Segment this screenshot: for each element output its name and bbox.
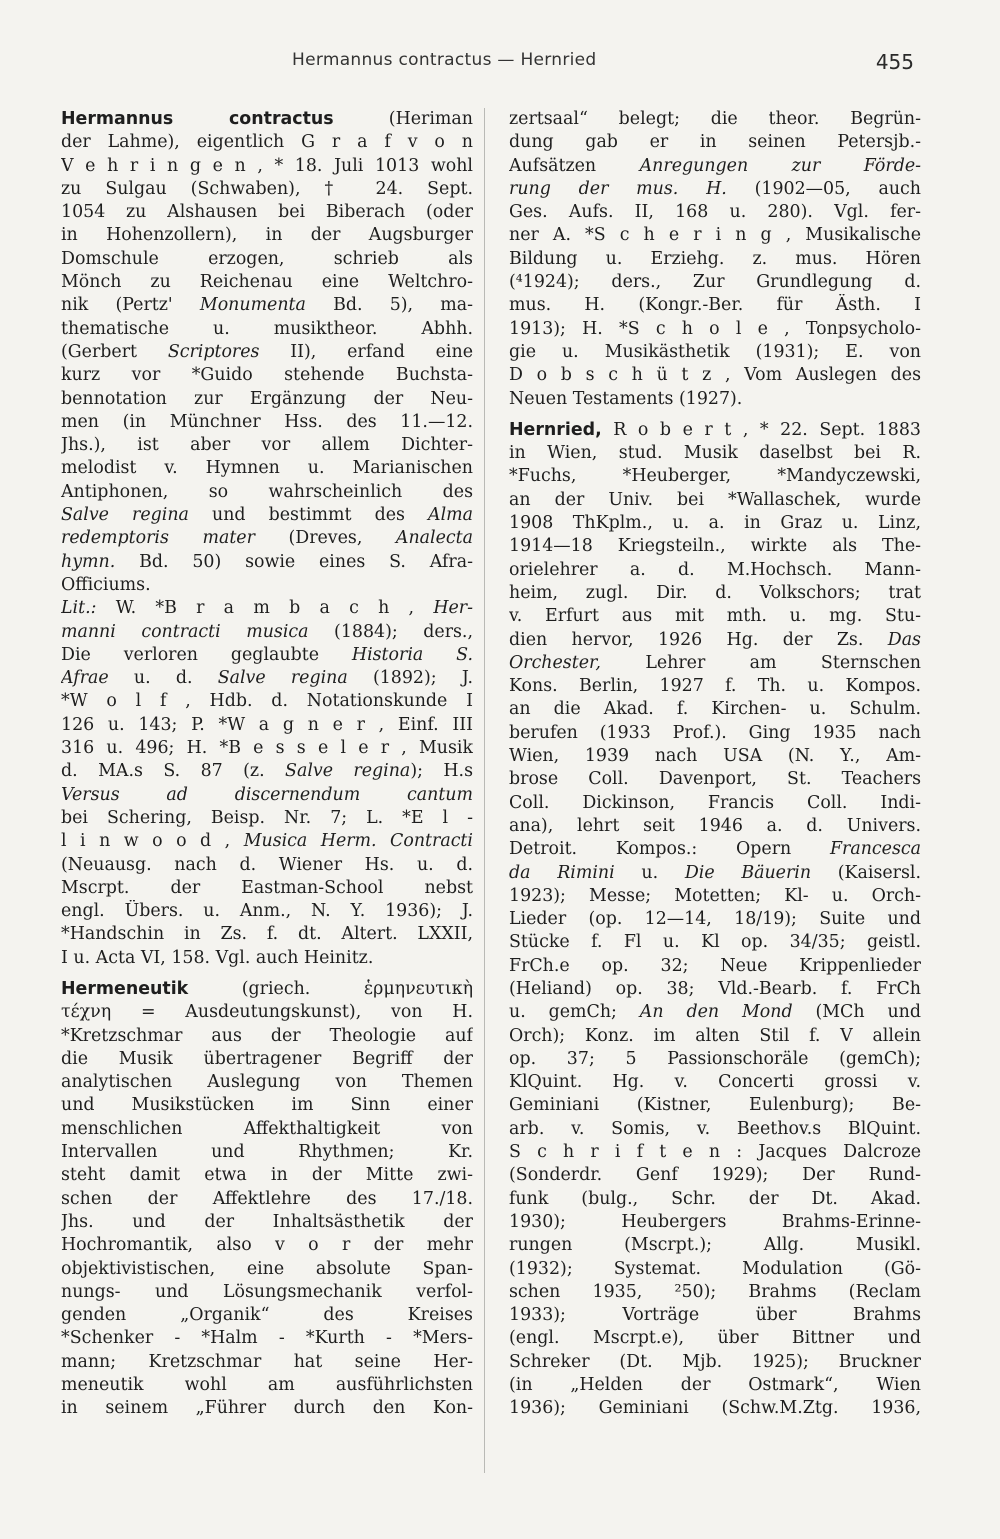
- line-text: 126 u. 143; P. *W a g n e r , Einf. III: [61, 714, 473, 735]
- line-text: *Handschin in Zs. f. dt. Altert. LXXII,: [61, 924, 473, 945]
- right-text-line: [509, 465, 921, 488]
- line-text: 1936); Geminiani (Schw.M.Ztg. 1936,: [509, 1398, 921, 1419]
- left-column: [61, 108, 473, 1421]
- line-text: Bd. 5), ma-: [305, 295, 473, 316]
- left-text-line: [61, 434, 473, 457]
- left-text-line: [61, 1234, 473, 1257]
- line-text: Stücke f. Fl u. Kl op. 34/35; geistl.: [509, 932, 921, 953]
- left-text-line: [61, 527, 473, 550]
- line-text: bei Schering, Beisp. Nr. 7; L. *E l -: [61, 807, 473, 828]
- left-text-line: [61, 411, 473, 434]
- line-text: (engl. Mscrpt.e), über Bittner und: [509, 1328, 921, 1349]
- line-text: (Sonderdr. Genf 1929); Der Rund-: [509, 1165, 921, 1186]
- right-text-line: [509, 1374, 921, 1397]
- right-text-line: [509, 364, 921, 387]
- line-text: v. Erfurt aus mit mth. u. mg. Stu-: [509, 606, 921, 627]
- line-text: gie u. Musikästhetik (1931); E. von: [509, 341, 921, 362]
- left-text-line: [61, 504, 473, 527]
- line-text: objektivistischen, eine absolute Span-: [61, 1258, 473, 1279]
- right-text-line: [509, 582, 921, 605]
- left-text-line: [61, 1281, 473, 1304]
- line-text: Jhs. und der Inhaltsästhetik der: [61, 1211, 473, 1232]
- page-number: 455: [875, 50, 914, 74]
- line-text: in Hohenzollern), in der Augsburger: [61, 225, 473, 246]
- line-text: ana), lehrt seit 1946 a. d. Univers.: [509, 815, 921, 836]
- left-text-line: [61, 597, 473, 620]
- right-text-line: [509, 1141, 921, 1164]
- right-text-line: [509, 1188, 921, 1211]
- right-text-line: [509, 629, 921, 652]
- italic-title: Das: [887, 629, 921, 650]
- right-text-line: [509, 885, 921, 908]
- line-text: arb. v. Somis, v. Beethov.s BlQuint.: [509, 1118, 921, 1139]
- italic-title: Scriptores: [167, 341, 260, 362]
- left-text-line: [61, 1118, 473, 1141]
- line-text: heim, zugl. Dir. d. Volkschors; trat: [509, 582, 921, 603]
- line-text: *Schenker - *Halm - *Kurth - *Mers-: [61, 1328, 473, 1349]
- line-text: orielehrer a. d. M.Hochsch. Mann-: [509, 559, 921, 580]
- entry-headword: Hermannus contractus: [61, 109, 334, 129]
- left-text-line: [61, 1164, 473, 1187]
- right-text-line: [509, 388, 921, 411]
- line-text: kurz vor *Guido stehende Buchsta-: [61, 365, 473, 386]
- left-text-line: [61, 1025, 473, 1048]
- line-text: 316 u. 496; H. *B e s s e l e r , Musik: [61, 738, 473, 759]
- right-text-line: [509, 745, 921, 768]
- line-text: Hochromantik, also v o r der mehr: [61, 1235, 473, 1256]
- right-text-line: [509, 1397, 921, 1420]
- left-text-line: [61, 854, 473, 877]
- left-text-line: [61, 807, 473, 830]
- line-text: zertsaal“ belegt; die theor. Begrün-: [509, 109, 921, 129]
- right-text-line: [509, 862, 921, 885]
- right-text-line: [509, 768, 921, 791]
- line-text: Jhs.), ist aber vor allem Dichter-: [61, 435, 473, 456]
- left-text-line: [61, 621, 473, 644]
- line-text: D o b s c h ü t z , Vom Auslegen des: [509, 365, 921, 386]
- line-text: Coll. Dickinson, Francis Coll. Indi-: [509, 792, 921, 813]
- italic-title: redemptoris mater: [61, 528, 255, 549]
- line-text: op. 37; 5 Passionschoräle (gemCh);: [509, 1048, 921, 1069]
- line-text: dien hervor, 1926 Hg. der Zs.: [509, 629, 888, 650]
- right-text-line: [509, 108, 921, 131]
- line-text: 1933); Vorträge über Brahms: [509, 1305, 921, 1326]
- italic-title: Historia S.: [351, 644, 473, 665]
- right-text-line: [509, 131, 921, 154]
- line-text: Officiums.: [61, 574, 151, 595]
- line-text: analytischen Auslegung von Themen: [61, 1072, 473, 1093]
- italic-title: Lit.:: [61, 598, 97, 619]
- line-text: KlQuint. Hg. v. Concerti grossi v.: [509, 1072, 921, 1093]
- line-text: bennotation zur Ergänzung der Neu-: [61, 388, 473, 409]
- italic-title: Versus ad discernendum cantum: [61, 784, 473, 805]
- line-text: (⁴1924); ders., Zur Grundlegung d.: [509, 272, 921, 293]
- line-text: S c h r i f t e n : Jacques Dalcroze: [509, 1142, 921, 1163]
- italic-title: Salve regina: [217, 668, 348, 689]
- left-text-line: [61, 155, 473, 178]
- line-text: II), erfand eine: [259, 341, 473, 362]
- line-text: *Kretzschmar aus der Theologie auf: [61, 1025, 473, 1046]
- right-text-line: [509, 535, 921, 558]
- line-text: d. MA.s S. 87 (z.: [61, 761, 286, 782]
- line-text: (Heriman: [333, 109, 473, 129]
- left-text-line: [61, 201, 473, 224]
- left-text-line: [61, 108, 473, 131]
- line-text: Ges. Aufs. II, 168 u. 280). Vgl. fer-: [509, 202, 921, 223]
- line-text: (Neuausg. nach d. Wiener Hs. u. d.: [61, 854, 473, 875]
- line-text: brose Coll. Davenport, St. Teachers: [509, 769, 921, 790]
- line-text: mus. H. (Kongr.-Ber. für Ästh. I: [509, 295, 921, 316]
- line-text: dung gab er in seinen Petersjb.-: [509, 132, 921, 153]
- line-text: 1914—18 Kriegsteiln., wirkte als The-: [509, 536, 921, 557]
- right-text-line: [509, 271, 921, 294]
- line-text: schen 1935, ²50); Brahms (Reclam: [509, 1281, 921, 1302]
- running-head: Hermannus contractus — Hernried: [292, 50, 597, 70]
- right-text-line: [509, 652, 921, 675]
- right-text-line: [509, 675, 921, 698]
- right-text-line: [509, 318, 921, 341]
- right-text-line: [509, 1327, 921, 1350]
- entry-gap: [509, 411, 921, 419]
- left-text-line: [61, 1258, 473, 1281]
- italic-title: Alma: [428, 505, 473, 526]
- line-text: 1923); Messe; Motetten; Kl- u. Orch-: [509, 885, 921, 906]
- right-text-line: [509, 559, 921, 582]
- right-text-line: [509, 908, 921, 931]
- left-text-line: [61, 760, 473, 783]
- line-text: nungs- und Lösungsmechanik verfol-: [61, 1281, 473, 1302]
- line-text: Detroit. Kompos.: Opern: [509, 839, 830, 860]
- italic-title: Salve regina: [61, 505, 189, 526]
- left-text-line: [61, 714, 473, 737]
- right-text-line: [509, 698, 921, 721]
- line-text: (in „Helden der Ostmark“, Wien: [509, 1375, 921, 1396]
- line-text: u. gemCh;: [509, 1002, 640, 1023]
- line-text: die Musik übertragener Begriff der: [61, 1048, 473, 1069]
- right-text-line: [509, 442, 921, 465]
- italic-title: Salve regina: [285, 761, 411, 782]
- right-text-line: [509, 201, 921, 224]
- left-text-line: [61, 1327, 473, 1350]
- right-text-line: [509, 1048, 921, 1071]
- right-text-line: [509, 1211, 921, 1234]
- line-text: menschlichen Affekthaltigkeit von: [61, 1118, 473, 1139]
- right-text-line: [509, 931, 921, 954]
- italic-title: da Rimini: [509, 862, 615, 883]
- left-text-line: [61, 131, 473, 154]
- left-text-line: [61, 388, 473, 411]
- left-text-line: [61, 1374, 473, 1397]
- italic-title: Anregungen zur Förde-: [639, 155, 921, 176]
- line-text: Die verloren geglaubte: [61, 644, 352, 665]
- line-text: mann; Kretzschmar hat seine Her-: [61, 1351, 473, 1372]
- entry-gap: [61, 970, 473, 978]
- left-text-line: [61, 737, 473, 760]
- line-text: zu Sulgau (Schwaben), † 24. Sept.: [61, 178, 473, 199]
- line-text: Wien, 1939 nach USA (N. Y., Am-: [509, 746, 921, 767]
- line-text: und bestimmt des: [188, 505, 429, 526]
- right-text-line: [509, 1304, 921, 1327]
- entry-headword: Hermeneutik: [61, 978, 189, 999]
- line-text: genden „Organik“ des Kreises: [61, 1305, 473, 1326]
- left-text-line: [61, 830, 473, 853]
- left-text-line: [61, 1188, 473, 1211]
- right-text-line: [509, 1094, 921, 1117]
- right-column: [509, 108, 921, 1421]
- right-text-line: [509, 1281, 921, 1304]
- line-text: Aufsätzen: [509, 155, 640, 176]
- left-text-line: [61, 1351, 473, 1374]
- line-text: Kons. Berlin, 1927 f. Th. u. Kompos.: [509, 676, 921, 697]
- line-text: berufen (1933 Prof.). Ging 1935 nach: [509, 722, 921, 743]
- italic-title: Analecta: [395, 528, 473, 549]
- left-text-line: [61, 318, 473, 341]
- right-text-line: [509, 489, 921, 512]
- italic-title: Francesca: [829, 839, 921, 860]
- right-text-line: [509, 1258, 921, 1281]
- right-text-line: [509, 978, 921, 1001]
- line-text: (1892); J.: [347, 668, 473, 689]
- italic-title: Die Bäuerin: [684, 862, 812, 883]
- left-text-line: [61, 341, 473, 364]
- column-divider: [484, 108, 485, 1473]
- right-text-line: [509, 248, 921, 271]
- line-text: FrCh.e op. 32; Neue Krippenlieder: [509, 955, 921, 976]
- left-text-line: [61, 1141, 473, 1164]
- line-text: Mscrpt. der Eastman-School nebst: [61, 877, 473, 898]
- right-text-line: [509, 341, 921, 364]
- line-text: ); H.s: [410, 761, 473, 782]
- italic-title: rung der mus. H.: [509, 178, 727, 199]
- line-text: Intervallen und Rhythmen; Kr.: [61, 1142, 473, 1163]
- right-text-line: [509, 838, 921, 861]
- left-text-line: [61, 644, 473, 667]
- left-text-line: [61, 1397, 473, 1420]
- line-text: 1908 ThKplm., u. a. in Graz u. Linz,: [509, 513, 921, 534]
- line-text: (1902—05, auch: [726, 178, 921, 199]
- line-text: 1930); Heubergers Brahms-Erinne-: [509, 1211, 921, 1232]
- entry-headword: Hernried,: [509, 419, 602, 440]
- right-text-line: [509, 1071, 921, 1094]
- line-text: Geminiani (Kistner, Eulenburg); Be-: [509, 1095, 921, 1116]
- right-text-line: [509, 1001, 921, 1024]
- left-text-line: [61, 294, 473, 317]
- line-text: engl. Übers. u. Anm., N. Y. 1936); J.: [61, 901, 473, 922]
- left-text-line: [61, 978, 473, 1001]
- right-text-line: [509, 419, 921, 442]
- line-text: Bd. 50) sowie eines S. Afra-: [115, 551, 473, 572]
- line-text: (1932); Systemat. Modulation (Gö-: [509, 1258, 921, 1279]
- line-text: in Wien, stud. Musik daselbst bei R.: [509, 443, 921, 464]
- line-text: Lehrer am Sternschen: [600, 652, 921, 673]
- line-text: Orch); Konz. im alten Stil f. V allein: [509, 1025, 921, 1046]
- line-text: Schreker (Dt. Mjb. 1925); Bruckner: [509, 1351, 921, 1372]
- left-text-line: [61, 1071, 473, 1094]
- left-text-line: [61, 178, 473, 201]
- line-text: der Lahme), eigentlich G r a f v o n: [61, 132, 473, 153]
- left-text-line: [61, 364, 473, 387]
- right-text-line: [509, 815, 921, 838]
- line-text: nik (Pertz': [61, 295, 200, 316]
- left-text-line: [61, 877, 473, 900]
- line-text: Bildung u. Erziehg. z. mus. Hören: [509, 248, 921, 269]
- line-text: Lieder (op. 12—14, 18/19); Suite und: [509, 909, 921, 930]
- left-text-line: [61, 667, 473, 690]
- left-text-line: [61, 947, 473, 970]
- line-text: τέχνη = Ausdeutungskunst), von H.: [61, 1002, 473, 1023]
- line-text: schen der Affektlehre des 17./18.: [61, 1188, 473, 1209]
- right-text-line: [509, 1351, 921, 1374]
- line-text: (MCh und: [792, 1002, 921, 1023]
- line-text: rungen (Mscrpt.); Allg. Musikl.: [509, 1235, 921, 1256]
- right-text-line: [509, 1025, 921, 1048]
- left-text-line: [61, 784, 473, 807]
- right-text-line: [509, 512, 921, 535]
- line-text: u. d.: [108, 668, 218, 689]
- line-text: (Kaisersl.: [811, 862, 921, 883]
- line-text: R o b e r t , * 22. Sept. 1883: [601, 419, 921, 440]
- italic-title: Afrae: [61, 668, 109, 689]
- line-text: melodist v. Hymnen u. Marianischen: [61, 458, 473, 479]
- left-text-line: [61, 1304, 473, 1327]
- line-text: funk (bulg., Schr. der Dt. Akad.: [509, 1188, 921, 1209]
- italic-title: manni contracti musica: [61, 621, 309, 642]
- line-text: thematische u. musiktheor. Abhh.: [61, 318, 473, 339]
- left-text-line: [61, 481, 473, 504]
- left-text-line: [61, 690, 473, 713]
- left-text-line: [61, 457, 473, 480]
- line-text: I u. Acta VI, 158. Vgl. auch Heinitz.: [61, 947, 374, 968]
- left-text-line: [61, 1211, 473, 1234]
- line-text: (Dreves,: [254, 528, 396, 549]
- italic-title: Monumenta: [199, 295, 306, 316]
- left-text-line: [61, 551, 473, 574]
- line-text: *W o l f , Hdb. d. Notationskunde I: [61, 691, 473, 712]
- italic-title: Orchester,: [509, 652, 601, 673]
- italic-title: An den Mond: [639, 1002, 793, 1023]
- left-text-line: [61, 224, 473, 247]
- line-text: (Gerbert: [61, 341, 168, 362]
- right-text-line: [509, 722, 921, 745]
- italic-title: hymn.: [61, 551, 116, 572]
- line-text: (Heliand) op. 38; Vld.-Bearb. f. FrCh: [509, 978, 921, 999]
- left-text-line: [61, 900, 473, 923]
- line-text: men (in Münchner Hss. des 11.—12.: [61, 411, 473, 432]
- line-text: (griech. ἑρμηνευτικὴ: [188, 978, 473, 999]
- right-text-line: [509, 1164, 921, 1187]
- left-text-line: [61, 1048, 473, 1071]
- left-text-line: [61, 248, 473, 271]
- line-text: Mönch zu Reichenau eine Weltchro-: [61, 272, 473, 293]
- left-text-line: [61, 271, 473, 294]
- right-text-line: [509, 1234, 921, 1257]
- line-text: *Fuchs, *Heuberger, *Mandyczewski,: [509, 466, 921, 487]
- line-text: Neuen Testaments (1927).: [509, 388, 743, 409]
- italic-title: Musica Herm. Contracti: [243, 831, 473, 852]
- right-text-line: [509, 1118, 921, 1141]
- line-text: 1913); H. *S c h o l e , Tonpsycholo-: [509, 318, 921, 339]
- line-text: 1054 zu Alshausen bei Biberach (oder: [61, 202, 473, 223]
- line-text: W. *B r a m b a c h ,: [96, 598, 434, 619]
- line-text: steht damit etwa in der Mitte zwi-: [61, 1165, 473, 1186]
- line-text: u.: [614, 862, 685, 883]
- line-text: Antiphonen, so wahrscheinlich des: [61, 481, 473, 502]
- line-text: l i n w o o d ,: [61, 831, 244, 852]
- left-text-line: [61, 574, 473, 597]
- line-text: an die Akad. f. Kirchen- u. Schulm.: [509, 699, 921, 720]
- line-text: an der Univ. bei *Wallaschek, wurde: [509, 489, 921, 510]
- right-text-line: [509, 155, 921, 178]
- line-text: ner A. *S c h e r i n g , Musikalische: [509, 225, 921, 246]
- line-text: (1884); ders.,: [308, 621, 473, 642]
- right-text-line: [509, 178, 921, 201]
- line-text: meneutik wohl am ausführlichsten: [61, 1375, 473, 1396]
- right-text-line: [509, 792, 921, 815]
- line-text: V e h r i n g e n , * 18. Juli 1013 wohl: [61, 155, 473, 176]
- right-text-line: [509, 224, 921, 247]
- right-text-line: [509, 605, 921, 628]
- page-header: [0, 46, 1000, 76]
- line-text: und Musikstücken im Sinn einer: [61, 1095, 473, 1116]
- left-text-line: [61, 1094, 473, 1117]
- italic-title: Her-: [433, 598, 473, 619]
- right-text-line: [509, 294, 921, 317]
- line-text: Domschule erzogen, schrieb als: [61, 248, 473, 269]
- left-text-line: [61, 1001, 473, 1024]
- line-text: in seinem „Führer durch den Kon-: [61, 1398, 473, 1419]
- left-text-line: [61, 923, 473, 946]
- right-text-line: [509, 955, 921, 978]
